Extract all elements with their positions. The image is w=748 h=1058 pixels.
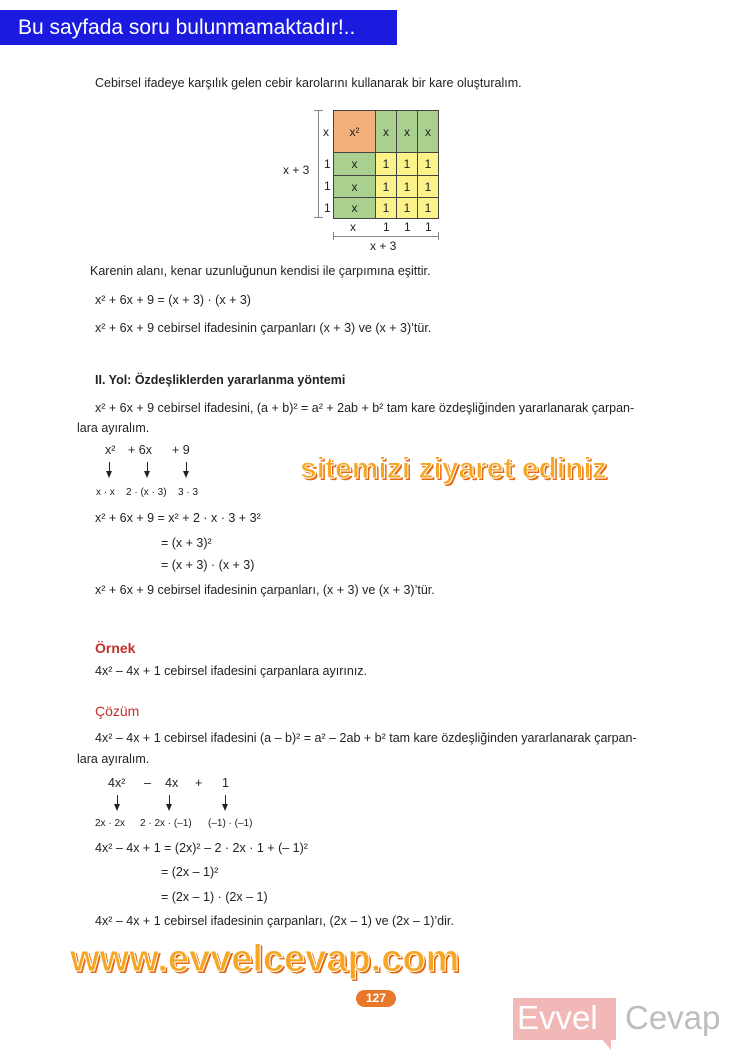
term: x²: [105, 443, 116, 457]
equation: = (2x – 1)²: [161, 865, 219, 879]
equation: 4x² – 4x + 1 = (2x)² – 2 · 2x · 1 + (– 1)²: [95, 841, 308, 855]
unit-tile: 1: [375, 197, 397, 219]
x-tile: x: [396, 110, 418, 153]
unit-tile: 1: [375, 175, 397, 198]
arrow-down-icon: [109, 462, 110, 476]
equation: = (x + 3) · (x + 3): [161, 558, 255, 572]
arrow-down-icon: [186, 462, 187, 476]
arrow-down-icon: [169, 795, 170, 809]
result-text: x² + 6x + 9 cebirsel ifadesinin çarpanları (x + 3) ve (x + 3)’tür.: [95, 321, 432, 335]
result-text: 4x² – 4x + 1 cebirsel ifadesinin çarpanları, (2x – 1) ve (2x – 1)’dir.: [95, 914, 454, 928]
unit-tile: 1: [417, 152, 439, 176]
term: 1: [222, 776, 229, 790]
term: +: [195, 776, 203, 790]
row-label: x: [323, 125, 329, 139]
arrow-down-icon: [225, 795, 226, 809]
paragraph: lara ayıralım.: [77, 421, 150, 435]
unit-tile: 1: [396, 175, 418, 198]
paragraph: 4x² – 4x + 1 cebirsel ifadesini (a – b)² = a² – 2ab + b² tam kare özdeşliğinden yararlanarak çarpan-: [95, 731, 637, 745]
no-question-banner: Bu sayfada soru bulunmamaktadır!..: [0, 10, 397, 45]
col-label: 1: [425, 220, 432, 234]
method2-title: II. Yol: Özdeşliklerden yararlanma yöntemi: [95, 373, 346, 387]
example-question: 4x² – 4x + 1 cebirsel ifadesini çarpanlara ayırınız.: [95, 664, 368, 678]
term: + 9: [172, 443, 190, 457]
term-decomposition: 2 · 2x · (–1): [140, 818, 192, 829]
unit-tile: 1: [396, 197, 418, 219]
site-watermark: www.evvelcevap.com: [70, 938, 460, 980]
side-label: x + 3: [283, 163, 310, 177]
logo-evvel: Evvel: [517, 999, 598, 1036]
row-label: 1: [324, 201, 331, 215]
unit-tile: 1: [396, 152, 418, 176]
x-tile: x: [375, 110, 397, 153]
x-tile: x: [333, 175, 376, 198]
x-tile: x: [333, 197, 376, 219]
x-tile: x: [333, 152, 376, 176]
equation: x² + 6x + 9 = x² + 2 · x · 3 + 3²: [95, 511, 261, 525]
visit-watermark: sitemizi ziyaret ediniz: [300, 452, 607, 485]
bottom-label: x + 3: [370, 239, 397, 253]
col-label: x: [350, 220, 356, 234]
row-label: 1: [324, 157, 331, 171]
result-text: x² + 6x + 9 cebirsel ifadesinin çarpanları, (x + 3) ve (x + 3)’tür.: [95, 583, 435, 597]
x-squared-tile: x²: [333, 110, 376, 153]
solution-title: Çözüm: [95, 703, 140, 719]
intro-text: Cebirsel ifadeye karşılık gelen cebir karolarını kullanarak bir kare oluşturalım.: [95, 76, 522, 90]
arrow-down-icon: [117, 795, 118, 809]
equation: = (2x – 1) · (2x – 1): [161, 890, 268, 904]
x-tile: x: [417, 110, 439, 153]
term-decomposition: (–1) · (–1): [208, 818, 253, 829]
term: 4x²: [108, 776, 126, 790]
col-label: 1: [404, 220, 411, 234]
col-label: 1: [383, 220, 390, 234]
term: + 6x: [128, 443, 152, 457]
arrow-down-icon: [147, 462, 148, 476]
term-decomposition: x · x: [96, 487, 115, 498]
unit-tile: 1: [417, 197, 439, 219]
term-decomposition: 2x · 2x: [95, 818, 126, 829]
unit-tile: 1: [375, 152, 397, 176]
area-text: Karenin alanı, kenar uzunluğunun kendisi ile çarpımına eşittir.: [90, 264, 431, 278]
unit-tile: 1: [417, 175, 439, 198]
term-decomposition: 3 · 3: [178, 487, 199, 498]
logo-cevap: Cevap: [625, 999, 721, 1036]
equation: = (x + 3)²: [161, 536, 212, 550]
term-decomposition: 2 · (x · 3): [126, 487, 167, 498]
paragraph: lara ayıralım.: [77, 752, 150, 766]
example-title: Örnek: [95, 640, 136, 656]
page-number: 127: [356, 990, 396, 1007]
paragraph: x² + 6x + 9 cebirsel ifadesini, (a + b)² = a² + 2ab + b² tam kare özdeşliğinden yararlanarak çarpan-: [95, 401, 635, 415]
equation: x² + 6x + 9 = (x + 3) · (x + 3): [95, 293, 251, 307]
term: 4x: [165, 776, 179, 790]
term: –: [144, 776, 151, 790]
row-label: 1: [324, 179, 331, 193]
